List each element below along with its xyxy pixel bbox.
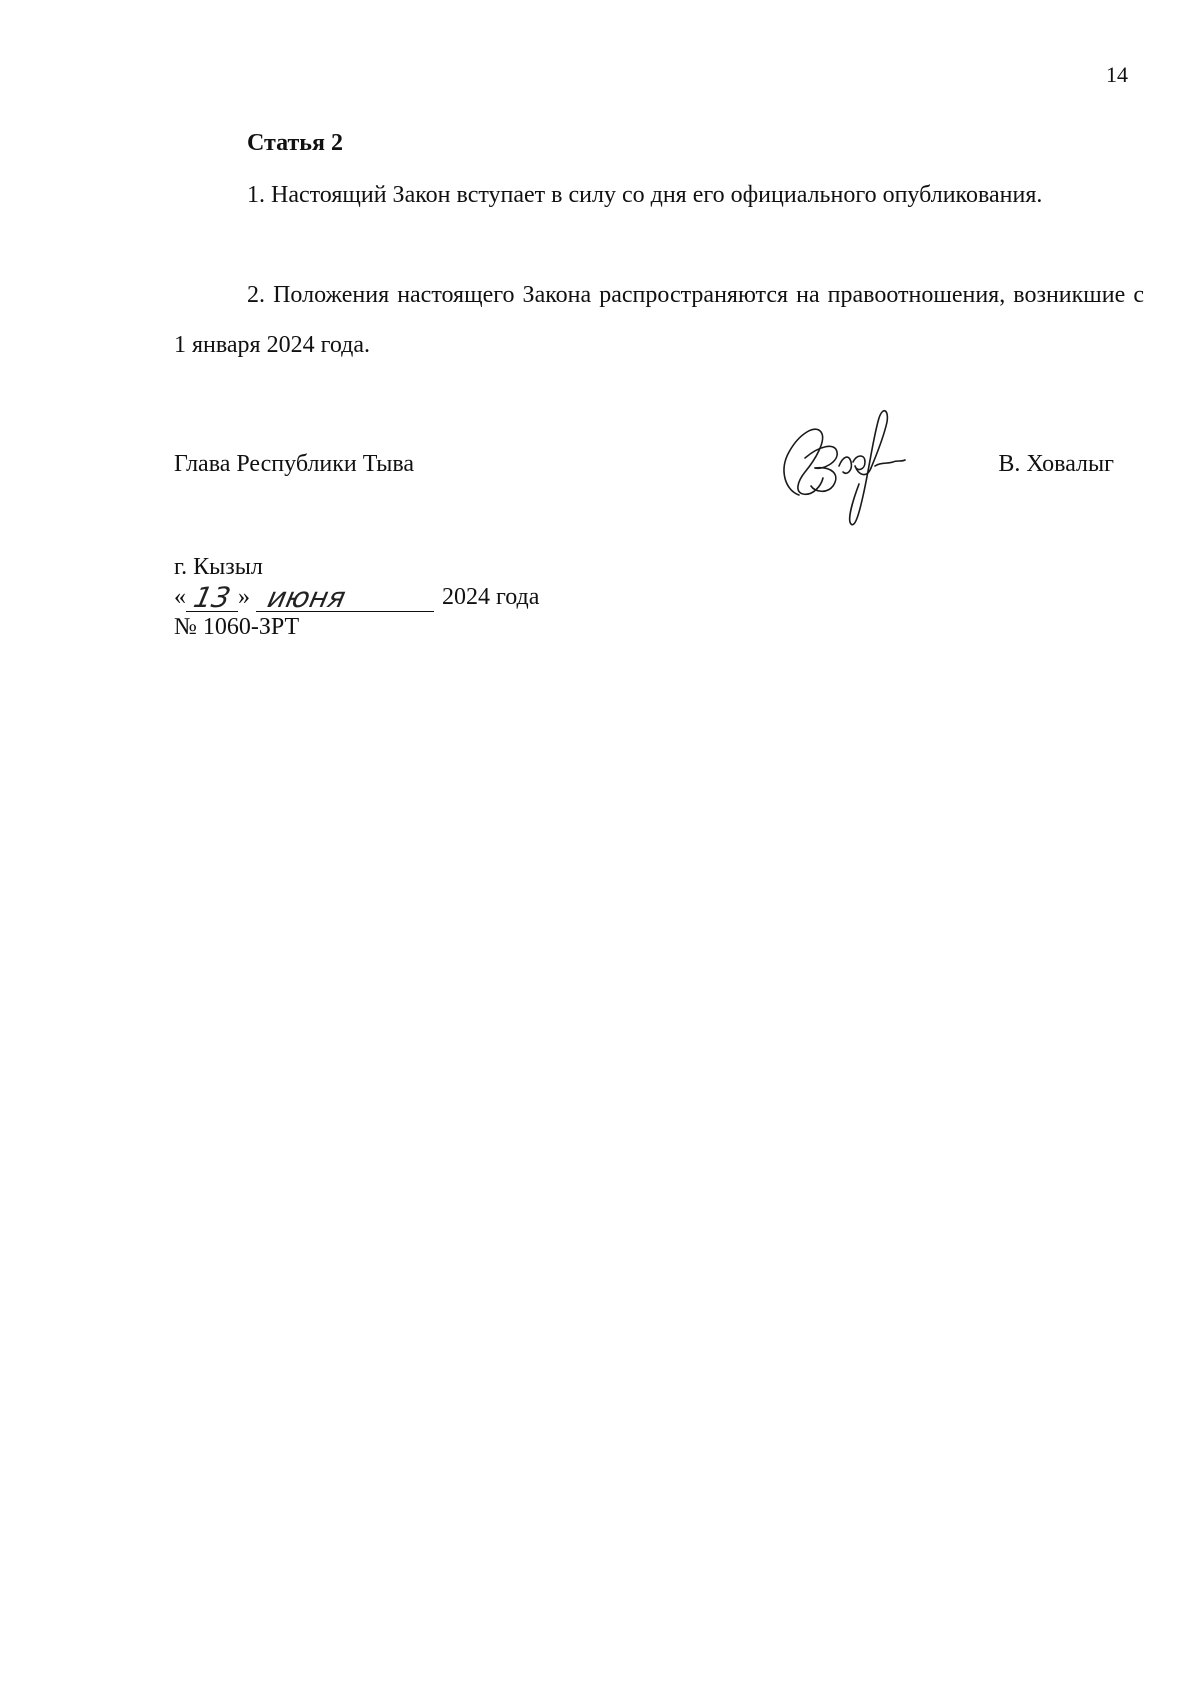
day-handwritten: 13 xyxy=(190,581,234,614)
date-close-quote: » xyxy=(238,584,250,610)
signatory-position: Глава Республики Тыва xyxy=(174,451,415,477)
page-number: 14 xyxy=(1106,62,1128,87)
day-blank xyxy=(186,581,238,614)
signatory-name: В. Ховалыг xyxy=(998,451,1114,477)
city-line: г. Кызыл xyxy=(174,554,263,580)
date-open-quote: « xyxy=(174,584,186,610)
article-paragraph-2: 2. Положения настоящего Закона распространяются на правоотношения, возникшие с 1 января 2024 года. xyxy=(174,282,1144,358)
year-text: 2024 года xyxy=(442,584,540,610)
month-blank xyxy=(256,581,434,614)
article-title: Статья 2 xyxy=(247,130,343,156)
article-paragraph-1: 1. Настоящий Закон вступает в силу со дня его официального опубликования. xyxy=(247,182,1043,208)
month-handwritten: июня xyxy=(264,581,349,614)
law-number: № 1060-ЗРТ xyxy=(174,614,300,640)
footer-block xyxy=(174,552,539,642)
date-line xyxy=(174,582,539,612)
signature-icon xyxy=(775,400,925,540)
